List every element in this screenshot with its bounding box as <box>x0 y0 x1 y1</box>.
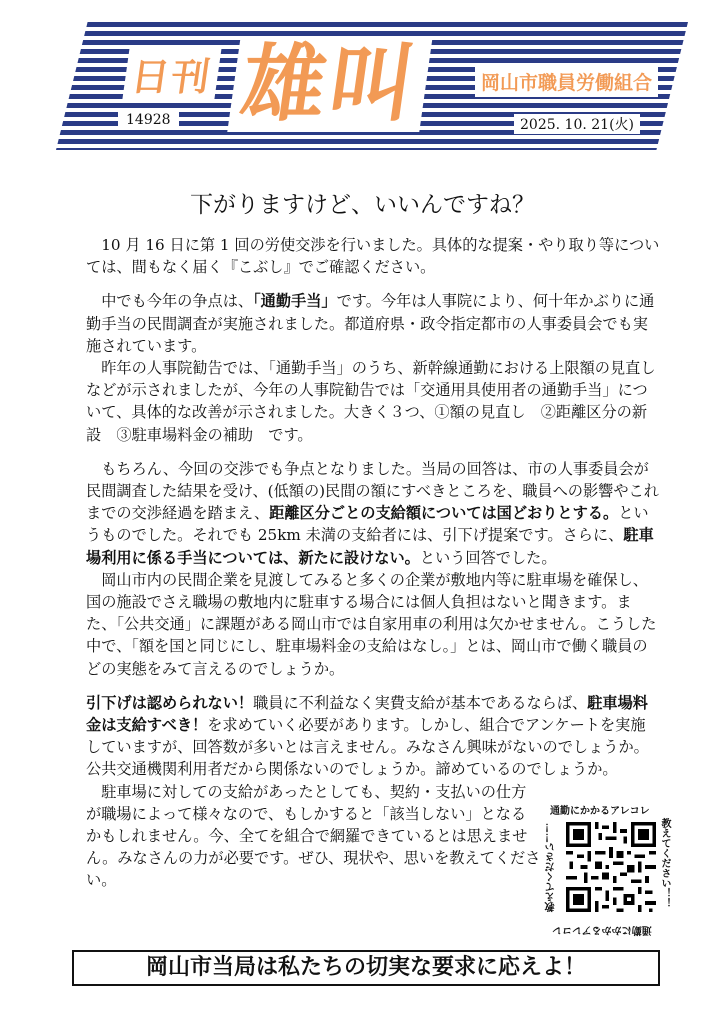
text-span: 職員に不利益なく実費支給が基本であるならば、 <box>253 693 588 712</box>
paragraph-5: 岡山市内の民間企業を見渡してみると多くの企業が敷地内等に駐車場を確保し、国の施設でさえ職場の敷地内に駐車する場合には個人負担はないと聞きます。また、「公共交通」に課題がある岡山市では自家用車の利用は欠かせません。こうした中で、「額を国と同じにし、駐車場料金の支給はなし。」とは、岡山市で働く職員のどの実態をみて言えるのでしょうか。 <box>86 570 657 678</box>
masthead-small-title: 日刊 <box>122 46 222 101</box>
issue-number: 14928 <box>118 112 179 128</box>
masthead <box>56 22 688 150</box>
paragraph-4 <box>86 458 660 569</box>
emphasis-pay-parking: 駐車場料金は支給すべき！ <box>86 693 648 735</box>
qr-bottom-label: 通勤にかかるアレコレ <box>552 924 652 935</box>
text-span: もちろん、今回の交渉でも争点となりました。当局の回答は、市の人事委員会が民間調査した結果を受け、(低額の)民間の額にすべきところを、職員への影響やこれまでの交渉経過を踏まえ、 <box>86 459 659 523</box>
paragraph-3: 昨年の人事院勧告では、「通勤手当」のうち、新幹線通勤における上限額の見直しなどが示されましたが、今年の人事院勧告では「交通用具使用者の通勤手当」について、具体的な改善が示されました。大きく３つ、①額の見直し ②距離区分の新設 ③駐車場料金の補助 です。 <box>86 359 656 444</box>
union-name: 岡山市職員労働組合 <box>475 66 658 97</box>
qr-panel <box>546 800 670 940</box>
qr-side-label-right: 教えてください！！ <box>659 818 670 908</box>
qr-top-label: 通勤にかかるアレコレ <box>550 806 650 817</box>
emphasis-reject-cut: 引下げは認められない！ <box>86 693 254 712</box>
text-span: という回答でした。 <box>419 548 557 567</box>
text-span: です。今年は人事院により、何十年かぶりに通勤手当の民間調査が実施されました。都道府県・政令指定都市の人事委員会でも実施されています。 <box>86 292 655 355</box>
masthead-big-title: 雄叫 <box>227 36 433 132</box>
paragraph-6 <box>86 692 660 781</box>
text-span: を求めていく必要があります。しかし、組合でアンケートを実施していますが、回答数が多いとは言えません。みなさん興味がないのでしょうか。公共交通機関利用者だから関係ないのでしょうか。諦めているのでしょうか。 <box>86 716 649 779</box>
emphasis-no-parking-allowance: 駐車場利用に係る手当については、新たに設けない。 <box>86 526 654 567</box>
emphasis-commute-allowance: 「通勤手当」 <box>253 292 337 311</box>
text-span: というものでした。それでも 25km 未満の支給者には、引下げ提案です。さらに、 <box>86 504 649 545</box>
issue-date: 2025. 10. 21(火) <box>514 114 640 134</box>
paragraph-1: 10 月 16 日に第 1 回の労使交渉を行いました。具体的な提案・やり取り等については、間もなく届く『こぶし』でご確認ください。 <box>86 236 660 277</box>
emphasis-national-rate: 距離区分ごとの支給額については国どおりとする。 <box>269 504 619 523</box>
closing-banner: 岡山市当局は私たちの切実な要求に応えよ！ <box>72 950 660 986</box>
article-body <box>86 234 660 892</box>
paragraph-7: 駐車場に対しての支給があったとしても、契約・支払いの仕方が職場によって様々なので、もしかすると「該当しない」となるかもしれません。今、全てを組合で網羅できているとは思えません。みなさんの力が必要です。ぜひ、現状や、思いを教えてください。 <box>86 782 541 890</box>
qr-code-icon[interactable] <box>566 822 656 912</box>
text-span: 中でも今年の争点は、 <box>101 292 254 311</box>
paragraph-2 <box>86 290 660 357</box>
qr-side-label-left: 教えてください！！ <box>546 822 557 912</box>
headline: 下がりますけど、いいんですね？ <box>190 192 535 218</box>
